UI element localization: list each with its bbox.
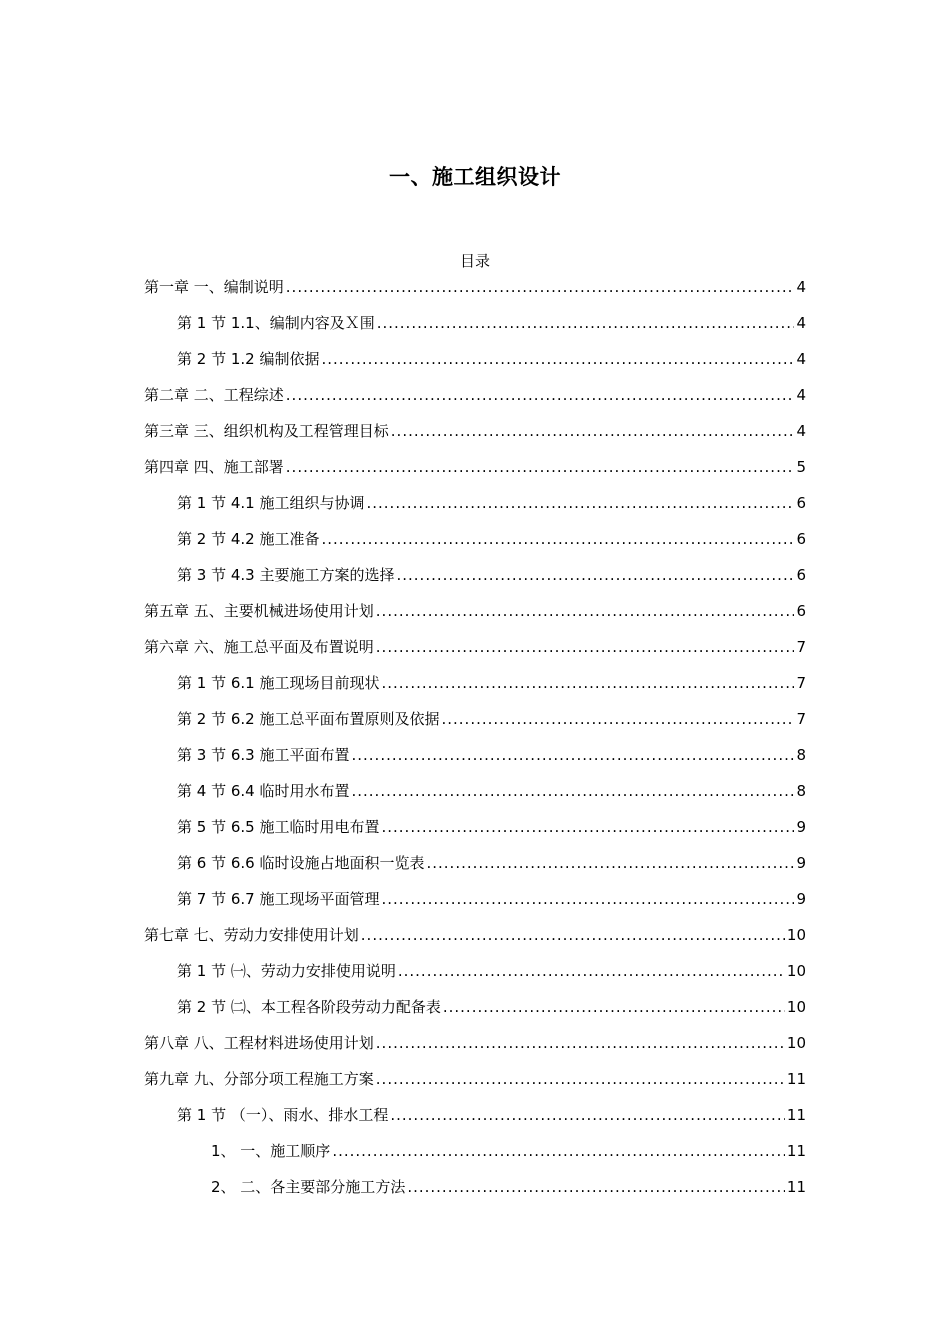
- toc-dot-leader: [332, 1140, 785, 1162]
- toc-entry[interactable]: [0, 312, 950, 348]
- toc-entry[interactable]: [0, 636, 950, 672]
- toc-entry[interactable]: [0, 1140, 950, 1176]
- toc-entry[interactable]: [0, 348, 950, 384]
- toc-entry-title: 第三章 三、组织机构及工程管理目标: [144, 422, 389, 440]
- toc-dot-leader: [286, 276, 795, 298]
- toc-page-number: 8: [796, 782, 806, 800]
- toc-dot-leader: [381, 888, 794, 910]
- document-title: 一、施工组织设计: [389, 165, 561, 189]
- toc-page-number: 5: [796, 458, 806, 476]
- toc-dot-leader: [376, 600, 795, 622]
- table-of-contents: [0, 276, 950, 1212]
- toc-page-number: 11: [786, 1070, 806, 1088]
- toc-entry-title: 第八章 八、工程材料进场使用计划: [144, 1034, 374, 1052]
- toc-dot-leader: [361, 924, 785, 946]
- toc-dot-leader: [366, 492, 794, 514]
- toc-dot-leader: [321, 528, 794, 550]
- toc-entry-title: 第四章 四、施工部署: [144, 458, 284, 476]
- toc-dot-leader: [286, 456, 795, 478]
- toc-entry[interactable]: [0, 960, 950, 996]
- toc-entry-title: 第五章 五、主要机械进场使用计划: [144, 602, 374, 620]
- toc-page-number: 10: [786, 1034, 806, 1052]
- toc-entry[interactable]: [0, 1068, 950, 1104]
- toc-entry[interactable]: [0, 564, 950, 600]
- toc-heading: 目录: [459, 252, 490, 270]
- toc-entry-title: 第 2 节 6.2 施工总平面布置原则及依据: [177, 710, 440, 728]
- toc-dot-leader: [351, 780, 794, 802]
- toc-entry[interactable]: [0, 744, 950, 780]
- toc-entry[interactable]: [0, 456, 950, 492]
- toc-page-number: 6: [796, 530, 806, 548]
- toc-entry-title: 第 7 节 6.7 施工现场平面管理: [177, 890, 380, 908]
- toc-dot-leader: [407, 1176, 785, 1198]
- toc-entry-title: 第一章 一、编制说明: [144, 278, 284, 296]
- toc-entry-title: 第 1 节 ㈠、劳动力安排使用说明: [177, 962, 396, 980]
- toc-dot-leader: [390, 1104, 785, 1126]
- toc-page-number: 7: [796, 638, 806, 656]
- toc-entry[interactable]: [0, 276, 950, 312]
- toc-dot-leader: [376, 636, 795, 658]
- toc-page-number: 11: [786, 1178, 806, 1196]
- toc-dot-leader: [321, 348, 794, 370]
- toc-entry-title: 第 2 节 4.2 施工准备: [177, 530, 320, 548]
- toc-entry-title: 第二章 二、工程综述: [144, 386, 284, 404]
- toc-page-number: 10: [786, 962, 806, 980]
- toc-page-number: 4: [796, 350, 806, 368]
- toc-entry[interactable]: [0, 1104, 950, 1140]
- toc-page-number: 9: [796, 818, 806, 836]
- toc-page-number: 4: [796, 386, 806, 404]
- toc-entry-title: 第 4 节 6.4 临时用水布置: [177, 782, 350, 800]
- toc-entry-title: 第 3 节 4.3 主要施工方案的选择: [177, 566, 395, 584]
- toc-entry[interactable]: [0, 492, 950, 528]
- toc-page-number: 11: [786, 1106, 806, 1124]
- toc-page-number: 7: [796, 674, 806, 692]
- toc-page-number: 9: [796, 890, 806, 908]
- toc-dot-leader: [286, 384, 795, 406]
- toc-entry-title: 2、 二、各主要部分施工方法: [211, 1178, 406, 1196]
- toc-entry-title: 第 1 节 6.1 施工现场目前现状: [177, 674, 380, 692]
- toc-page-number: 10: [786, 998, 806, 1016]
- toc-entry-title: 第 1 节 1.1、编制内容及Ｘ围: [177, 314, 375, 332]
- toc-dot-leader: [376, 1032, 785, 1054]
- toc-entry-title: 1、 一、施工顺序: [211, 1142, 331, 1160]
- toc-dot-leader: [391, 420, 795, 442]
- toc-dot-leader: [376, 1068, 785, 1090]
- toc-entry-title: 第 1 节 4.1 施工组织与协调: [177, 494, 365, 512]
- toc-entry-title: 第 1 节 （一）、雨水、排水工程: [177, 1106, 389, 1124]
- toc-dot-leader: [381, 816, 794, 838]
- toc-entry[interactable]: [0, 888, 950, 924]
- toc-entry-title: 第六章 六、施工总平面及布置说明: [144, 638, 374, 656]
- toc-entry[interactable]: [0, 780, 950, 816]
- toc-page-number: 6: [796, 566, 806, 584]
- toc-page-number: 7: [796, 710, 806, 728]
- toc-page-number: 4: [796, 278, 806, 296]
- toc-entry[interactable]: [0, 600, 950, 636]
- toc-dot-leader: [377, 312, 795, 334]
- toc-entry[interactable]: [0, 420, 950, 456]
- toc-entry[interactable]: [0, 1176, 950, 1212]
- toc-page-number: 8: [796, 746, 806, 764]
- toc-entry[interactable]: [0, 1032, 950, 1068]
- toc-entry[interactable]: [0, 672, 950, 708]
- toc-entry-title: 第 6 节 6.6 临时设施占地面积一览表: [177, 854, 425, 872]
- toc-entry[interactable]: [0, 708, 950, 744]
- toc-entry-title: 第 5 节 6.5 施工临时用电布置: [177, 818, 380, 836]
- toc-page-number: 10: [786, 926, 806, 944]
- toc-dot-leader: [398, 960, 785, 982]
- toc-page-number: 4: [796, 422, 806, 440]
- toc-entry-title: 第 2 节 ㈡、本工程各阶段劳动力配备表: [177, 998, 441, 1016]
- toc-page-number: 9: [796, 854, 806, 872]
- toc-dot-leader: [396, 564, 794, 586]
- toc-dot-leader: [426, 852, 794, 874]
- toc-entry[interactable]: [0, 384, 950, 420]
- toc-page-number: 6: [796, 494, 806, 512]
- toc-entry[interactable]: [0, 924, 950, 960]
- toc-dot-leader: [441, 708, 794, 730]
- toc-entry-title: 第七章 七、劳动力安排使用计划: [144, 926, 359, 944]
- toc-entry[interactable]: [0, 996, 950, 1032]
- toc-page-number: 11: [786, 1142, 806, 1160]
- toc-entry-title: 第九章 九、分部分项工程施工方案: [144, 1070, 374, 1088]
- toc-page-number: 4: [796, 314, 806, 332]
- toc-entry[interactable]: [0, 816, 950, 852]
- toc-entry[interactable]: [0, 528, 950, 564]
- toc-dot-leader: [351, 744, 794, 766]
- toc-dot-leader: [443, 996, 785, 1018]
- toc-page-number: 6: [796, 602, 806, 620]
- toc-entry-title: 第 3 节 6.3 施工平面布置: [177, 746, 350, 764]
- toc-entry[interactable]: [0, 852, 950, 888]
- toc-dot-leader: [381, 672, 794, 694]
- toc-entry-title: 第 2 节 1.2 编制依据: [177, 350, 320, 368]
